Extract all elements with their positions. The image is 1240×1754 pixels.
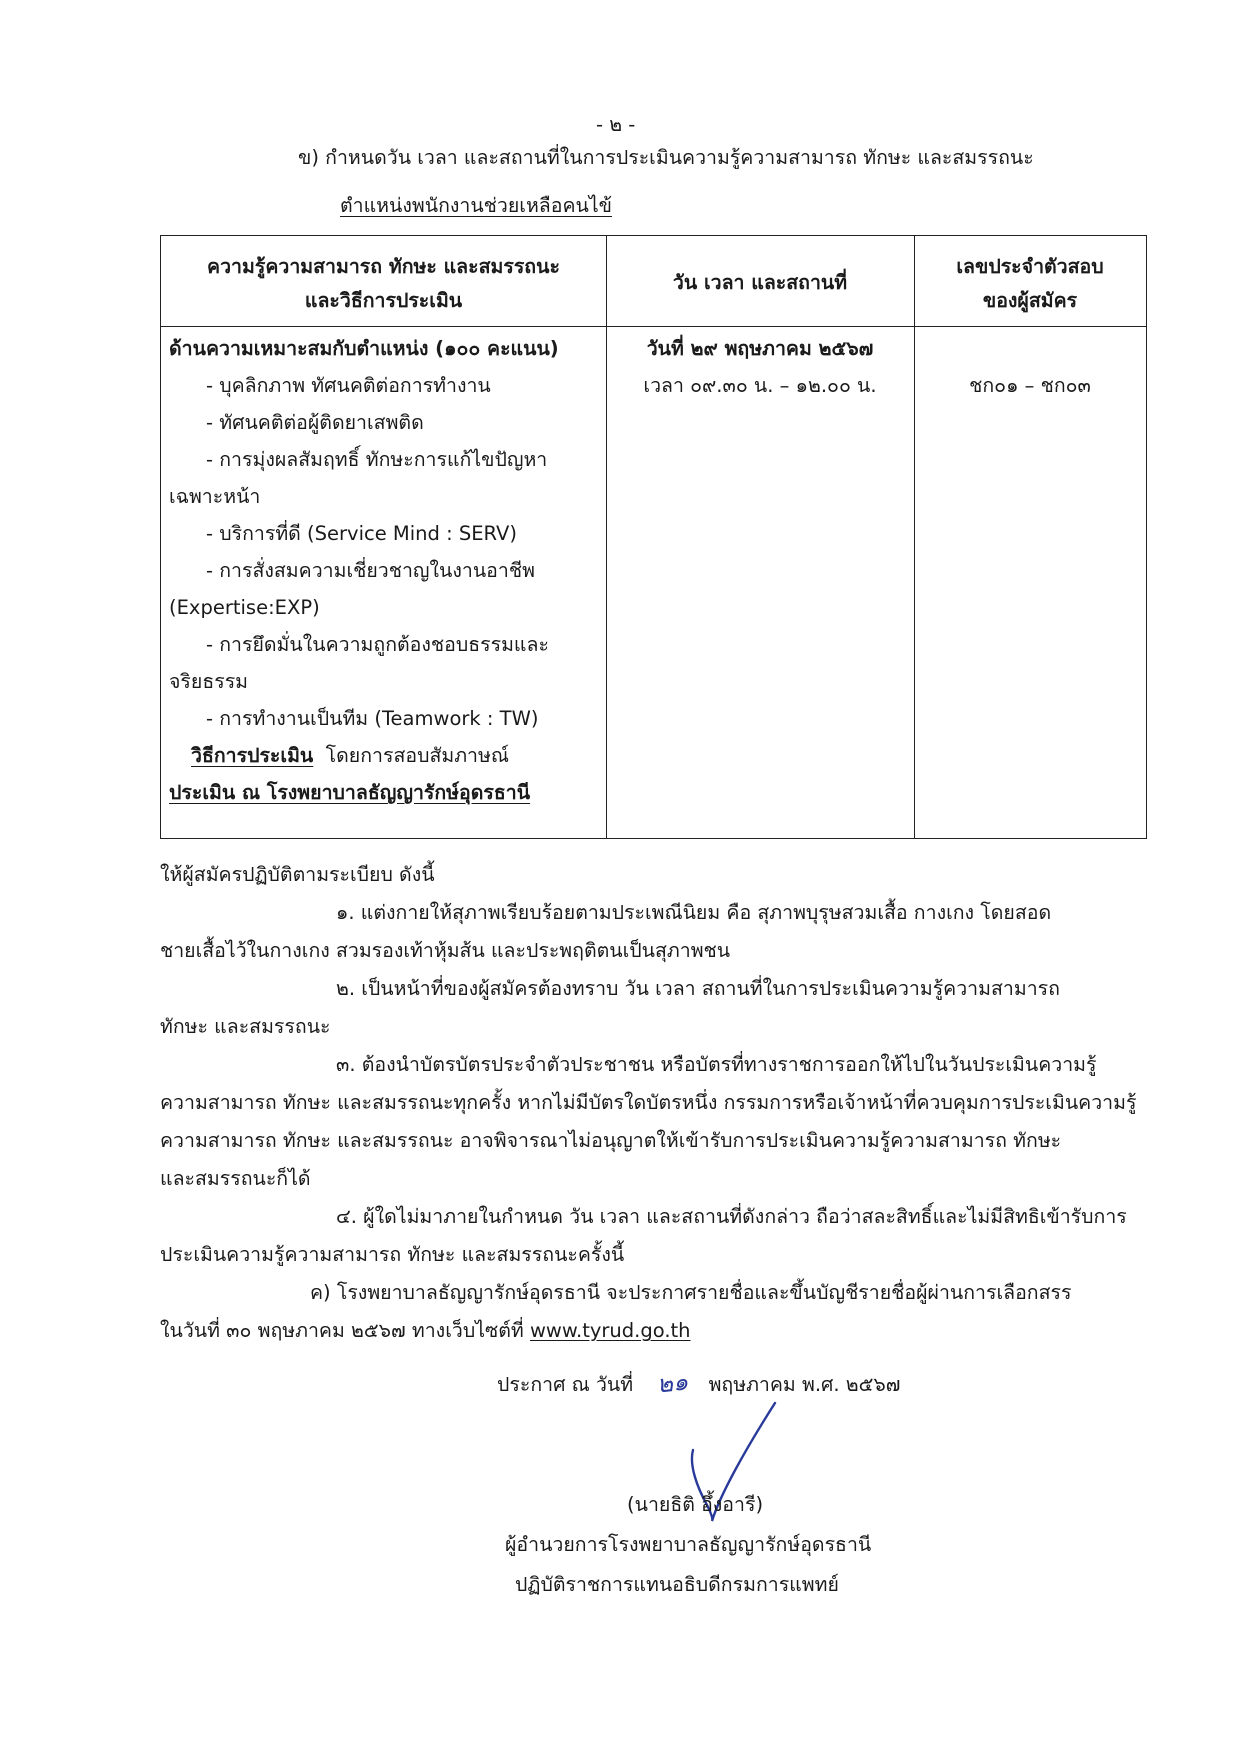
section-c-line2 xyxy=(160,1318,691,1344)
rule-1-line1: ๑. แต่งกายให้สุภาพเรียบร้อยตามประเพณีนิยม คือ สุภาพบุรุษสวมเสื้อ กางเกง โดยสอด xyxy=(336,901,1052,924)
assessment-method-text: โดยการสอบสัมภาษณ์ xyxy=(313,744,509,767)
page-number: - ๒ - xyxy=(596,113,636,136)
rule-3-line3: ความสามารถ ทักษะ และสมรรถนะ อาจพิจารณาไม่อนุญาตให้เข้ารับการประเมินความรู้ความสามารถ ทักษะ xyxy=(160,1129,1062,1152)
header-date-place: วัน เวลา และสถานที่ xyxy=(672,271,848,294)
rule-3-line1: ๓. ต้องนำบัตรบัตรประจำตัวประชาชน หรือบัตรที่ทางราชการออกให้ไปในวันประเมินความรู้ xyxy=(336,1053,1097,1076)
rule-3-line2: ความสามารถ ทักษะ และสมรรถนะทุกครั้ง หากไม่มีบัตรใดบัตรหนึ่ง กรรมการหรือเจ้าหน้าที่ควบคุมการประเมินความรู้ xyxy=(160,1091,1137,1114)
header-competency xyxy=(161,254,606,314)
rule-3-line4: และสมรรถนะก็ได้ xyxy=(160,1167,311,1190)
header-candidate-id-line1: เลขประจำตัวสอบ xyxy=(956,255,1104,278)
position-title: ตำแหน่งพนักงานช่วยเหลือคนไข้ xyxy=(340,194,612,217)
rule-4-line2: ประเมินความรู้ความสามารถ ทักษะ และสมรรถนะครั้งนี้ xyxy=(160,1243,625,1266)
rule-2-line1: ๒. เป็นหน้าที่ของผู้สมัครต้องทราบ วัน เวลา สถานที่ในการประเมินความรู้ความสามารถ xyxy=(336,977,1060,1000)
competency-item: (Expertise:EXP) xyxy=(169,596,320,619)
section-b-heading: ข) กำหนดวัน เวลา และสถานที่ในการประเมินความรู้ความสามารถ ทักษะ และสมรรถนะ xyxy=(298,146,1034,169)
candidate-ids: ชก๐๑ – ชก๐๓ xyxy=(969,374,1091,397)
competency-item: - การมุ่งผลสัมฤทธิ์ ทักษะการแก้ไขปัญหา xyxy=(206,448,548,471)
header-competency-line2: และวิธีการประเมิน xyxy=(304,289,463,312)
competency-item: - การสั่งสมความเชี่ยวชาญในงานอาชีพ xyxy=(206,559,535,582)
rule-2-line2: ทักษะ และสมรรถนะ xyxy=(160,1015,331,1038)
exam-date: วันที่ ๒๙ พฤษภาคม ๒๕๖๗ xyxy=(646,337,874,360)
header-candidate-id-line2: ของผู้สมัคร xyxy=(982,289,1078,312)
signatory-title-2: ปฏิบัติราชการแทนอธิบดีกรมการแพทย์ xyxy=(515,1573,839,1596)
competency-item: - การทำงานเป็นทีม (Teamwork : TW) xyxy=(206,707,539,730)
assessment-table xyxy=(160,235,1147,839)
competency-item: - บุคลิกภาพ ทัศนคติต่อการทำงาน xyxy=(206,374,491,397)
competency-item: จริยธรรม xyxy=(169,670,249,693)
header-candidate-id xyxy=(914,254,1146,314)
competency-item: - บริการที่ดี (Service Mind : SERV) xyxy=(206,522,517,545)
signatory-title-1: ผู้อำนวยการโรงพยาบาลธัญญารักษ์อุดรธานี xyxy=(505,1533,872,1556)
section-c-line1: ค) โรงพยาบาลธัญญารักษ์อุดรธานี จะประกาศรายชื่อและขึ้นบัญชีรายชื่อผู้ผ่านการเลือกสรร xyxy=(310,1281,1072,1304)
rules-intro: ให้ผู้สมัครปฏิบัติตามระเบียบ ดังนี้ xyxy=(160,863,435,886)
assessment-method-label: วิธีการประเมิน xyxy=(191,744,314,767)
handwritten-day: ๒๑ xyxy=(655,1367,690,1399)
website-link[interactable]: www.tyrud.go.th xyxy=(529,1319,691,1342)
announcement-prefix: ประกาศ ณ วันที่ xyxy=(497,1373,634,1396)
assessment-method xyxy=(191,743,509,769)
rule-1-line2: ชายเสื้อไว้ในกางเกง สวมรองเท้าหุ้มส้น และประพฤติตนเป็นสุภาพชน xyxy=(160,939,731,962)
competency-title: ด้านความเหมาะสมกับตำแหน่ง (๑๐๐ คะแนน) xyxy=(169,337,559,360)
table-header-divider xyxy=(161,326,1146,327)
assessment-location: ประเมิน ณ โรงพยาบาลธัญญารักษ์อุดรธานี xyxy=(169,781,531,804)
section-c-date-text: ในวันที่ ๓๐ พฤษภาคม ๒๕๖๗ ทางเว็บไซต์ที่ xyxy=(160,1319,530,1342)
header-competency-line1: ความรู้ความสามารถ ทักษะ และสมรรถนะ xyxy=(207,255,560,278)
competency-item: - ทัศนคติต่อผู้ติดยาเสพติด xyxy=(206,411,424,434)
announcement-date xyxy=(497,1367,901,1399)
exam-time: เวลา ๐๙.๓๐ น. – ๑๒.๐๐ น. xyxy=(643,374,877,397)
competency-item: เฉพาะหน้า xyxy=(169,485,261,508)
announcement-suffix: พฤษภาคม พ.ศ. ๒๕๖๗ xyxy=(708,1373,901,1396)
signatory-name: (นายธิติ อึ้งอารี) xyxy=(627,1493,764,1516)
competency-item: - การยึดมั่นในความถูกต้องชอบธรรมและ xyxy=(206,633,549,656)
rule-4-line1: ๔. ผู้ใดไม่มาภายในกำหนด วัน เวลา และสถานที่ดังกล่าว ถือว่าสละสิทธิ์และไม่มีสิทธิเข้ารับการ xyxy=(336,1205,1127,1228)
